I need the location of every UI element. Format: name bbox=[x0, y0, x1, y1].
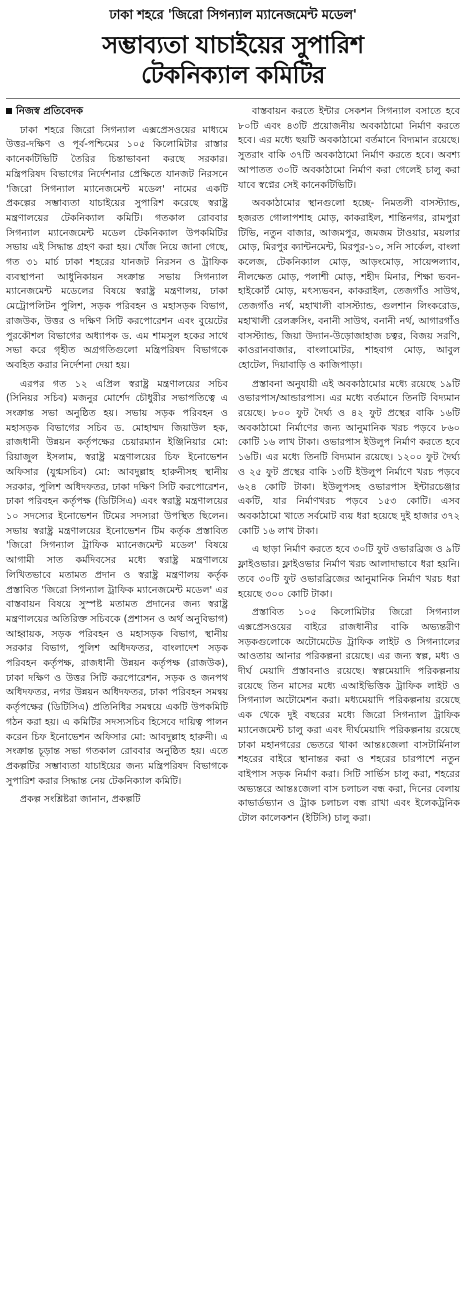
paragraph: বাস্তবায়ন করতে ইন্টার সেকশন সিগন্যাল বসাতে হবে ৮০টি এবং ৪৩টি প্রয়োজনীয় অবকাঠামো নির্মাণ করতে হবে। এর মধ্যে ছয়টি অবকাঠামো বর্তমানে বিদ্যমান রয়েছে। সুতরাং বাকি ৩৭টি অবকাঠামো নির্মাণ করতে হবে। অবশ্য আপাতত ৩০টি অবকাঠামো নির্মাণ করা গেলেই চালু করা যাবে স্বপ্নের সেই কানেকটিভিটি। bbox=[238, 106, 460, 191]
paragraph: প্রস্তাবনা অনুযায়ী এই অবকাঠামোর মধ্যে রয়েছে ১৯টি ওভারপাস/আন্ডারপাস। এর মধ্যে বর্তমানে তিনটি বিদ্যমান রয়েছে। ৮০০ ফুট দৈর্ঘ্য ও ৪২ ফুট প্রস্থের বাকি ১৬টি অবকাঠামো নির্মাণের জন্য আনুমানিক খরচ পড়বে ৮৬০ কোটি ১৬ লাখ টাকা। ওভারপাস ইউলুপ নির্মাণ করতে হবে ১৬টি। এর মধ্যে তিনটি বিদ্যমান রয়েছে। ১২০০ ফুট দৈর্ঘ্য ও ২৫ ফুট প্রস্থের বাকি ১৩টি ইউলুপ নির্মাণে খরচ পড়বে ৬২৪ কোটি টাকা। ইউলুপসহ ওভারপাস ইন্টারচেঞ্জার একটি, যার নির্মাণখরচ পড়বে ১৫৩ কোটি। এসব অবকাঠামো খাতে সর্বমোট ব্যয় ধরা হয়েছে দুই হাজার ৩৭২ কোটি ১৬ লাখ টাকা। bbox=[238, 378, 460, 537]
paragraph: এরপর গত ১২ এপ্রিল স্বরাষ্ট্র মন্ত্রণালয়ের সচিব (সিনিয়র সচিব) মজনুর মোর্শেদ চৌধুরীর সভাপতিত্বে এ সংক্রান্ত সভা অনুষ্ঠিত হয়। সভায় সড়ক পরিবহন ও মহাসড়ক বিভাগের সচিব ড. মোহাম্মদ জিয়াউল হক, রাজধানী উন্নয়ন কর্তৃপক্ষের চেয়ারম্যান ইঞ্জিনিয়ার মো: রিয়াজুল ইসলাম, স্বরাষ্ট্র মন্ত্রণালয়ের চিফ ইনোভেশন অফিসার (যুগ্মসচিব) মো: আবদুল্লাহ হারুনীসহ স্থানীয় সরকার, পুলিশ অধিদফতর, ঢাকা দক্ষিণ সিটি করপোরেশন, ঢাকা পরিবহন কর্তৃপক্ষ (ডিটিসিএ) এবং স্বরাষ্ট্র মন্ত্রণালয়ের ১০ সদস্যের ইনোভেশন টিমের সদস্যরা উপস্থিত ছিলেন। সভায় স্বরাষ্ট্র মন্ত্রণালয়ের ইনোভেশন টিম কর্তৃক প্রস্তাবিত 'জিরো সিগন্যাল ট্রাফিক ম্যানেজমেন্ট মডেল' বিষয়ে আগামী সাত কর্মদিবসের মধ্যে স্বরাষ্ট্র মন্ত্রণালয়ে লিখিতভাবে মতামত প্রদান ও স্বরাষ্ট্র মন্ত্রণালয় কর্তৃক প্রস্তাবিত 'জিরো সিগন্যাল ট্রাফিক ম্যানেজমেন্ট মডেল' এর বাস্তবায়ন বিষয়ে সুস্পষ্ট মতামত প্রদানের জন্য স্বরাষ্ট্র মন্ত্রণালয়ের অতিরিক্ত সচিবকে (প্রশাসন ও অর্থ অনুবিভাগ) আহ্বায়ক, সড়ক পরিবহন ও মহাসড়ক বিভাগ, স্থানীয় সরকার বিভাগ, পুলিশ অধিদফতর, বাংলাদেশ সড়ক পরিবহন কর্তৃপক্ষ, রাজধানী উন্নয়ন কর্তৃপক্ষ (রাজউক), ঢাকা দক্ষিণ ও উত্তর সিটি করপোরেশন, সড়ক ও জনপথ অধিদফতর, নগর উন্নয়ন অধিদফতর, ঢাকা পরিবহন সমন্বয় কর্তৃপক্ষের (ডিটিসিএ) প্রতিনিধির সমন্বয়ে একটি উপকমিটি গঠন করা হয়। এ কমিটির সদস্যসচিব হিসেবে দায়িত্ব পালন করেন চিফ ইনোভেশন অফিসার মো: আবদুল্লাহ হারুনী। এ সংক্রান্ত চূড়ান্ত সভা গতকাল রোববার অনুষ্ঠিত হয়। এতে প্রকল্পটির সম্ভাব্যতা যাচাইয়ের জন্য মন্ত্রিপরিষদ বিভাগকে সুপারিশ করার সিদ্ধান্ত নেয় টেকনিক্যাল কমিটি। bbox=[6, 378, 228, 787]
kicker-line: ঢাকা শহরে 'জিরো সিগন্যাল ম্যানেজমেন্ট মডেল' bbox=[109, 8, 357, 23]
byline bbox=[6, 105, 228, 120]
article-body bbox=[6, 105, 460, 831]
byline-text: নিজস্ব প্রতিবেদক bbox=[16, 106, 84, 117]
headline-divider bbox=[6, 98, 460, 99]
paragraph: প্রস্তাবিত ১০৫ কিলোমিটার জিরো সিগন্যাল এক্সপ্রেসওয়ের বাইরে রাজধানীর বাকি অভ্যন্তরীণ সড়কগুলোকে অটোমেটেড ট্রাফিক লাইট ও সিগন্যালের আওতায় আনার পরিকল্পনা রয়েছে। এর জন্য স্বল্প, মধ্য ও দীর্ঘ মেয়াদি প্রস্তাবনাও রয়েছে। স্বল্পমেয়াদি পরিকল্পনায় রয়েছে তিন মাসের মধ্যে এআইভিত্তিক ট্রাফিক লাইট ও সিগন্যাল অটোমেশন করা। মধ্যমেয়াদি পরিকল্পনায় রয়েছে এক থেকে দুই বছরের মধ্যে জিরো সিগন্যাল ট্রাফিক ম্যানেজমেন্ট চালু করা এবং দীর্ঘমেয়াদি পরিকল্পনায় রয়েছে ঢাকা মহানগরের ভেতরে থাকা আন্তঃজেলা বাসটার্মিনাল শহরের বাইরে স্থানান্তর করা ও শহরের চারপাশে নতুন বাইপাস সড়ক নির্মাণ করা। সিটি সার্ভিস চালু করা, শহরের অভ্যন্তরে আন্তঃজেলা বাস চলাচল বন্ধ করা, দিনের বেলায় কাভার্ডভ্যান ও ট্রাক চলাচল বন্ধ রাখা এবং ইলেকট্রনিক টোল কালেকশন (ইটিসি) চালু করা। bbox=[238, 607, 460, 825]
left-column bbox=[6, 105, 228, 831]
paragraph: ঢাকা শহরে জিরো সিগন্যাল এক্সপ্রেসওয়ের মাধ্যমে উত্তর-দক্ষিণ ও পূর্ব-পশ্চিমের ১০৫ কিলোমিটার রাস্তার কানেকটিভিটি তৈরির চিন্তাভাবনা করছে সরকার। মন্ত্রিপরিষদ বিভাগের নির্দেশনার প্রেক্ষিতে যানজট নিরসনে 'জিরো সিগন্যাল ম্যানেজমেন্ট মডেল' নামের একটি প্রকল্পের সম্ভাব্যতা যাচাইয়ের সুপারিশ করেছে স্বরাষ্ট্র মন্ত্রণালয়ের টেকনিক্যাল কমিটি। গতকাল রোববার সিগন্যাল ম্যানেজমেন্ট মডেল টেকনিক্যাল উপকমিটির সভায় এই সিদ্ধান্ত গ্রহণ করা হয়। খোঁজ নিয়ে জানা গেছে, গত ৩১ মার্চ ঢাকা শহরের যানজট নিরসন ও ট্রাফিক ব্যবস্থাপনা আধুনিকায়ন সংক্রান্ত সভায় সিগন্যাল ম্যানেজমেন্ট মডেলের বিষয়ে স্বরাষ্ট্র মন্ত্রণালয়, ঢাকা মেট্রোপলিটন পুলিশ, সড়ক পরিবহন ও মহাসড়ক বিভাগ, রাজউক, উত্তর ও দক্ষিণ সিটি করপোরেশন এবং বুয়েটের পুরকৌশল বিভাগের অধ্যাপক ড. এম শামসুল হকের সাথে সভা করে গৃহীত অগ্রগতিগুলো মন্ত্রিপরিষদ বিভাগকে অবহিত করার নির্দেশনা দেয়া হয়। bbox=[6, 124, 228, 371]
right-column bbox=[238, 105, 460, 831]
paragraph: অবকাঠামোর স্থানগুলো হচ্ছে- নিমতলী বাসস্ট্যান্ড, হজরত গোলাপশাহ মোড়, কাকরাইল, শান্তিনগর, রামপুরা টিভি, নতুন বাজার, আজমপুর, জমজম টাওয়ার, ময়লার মোড়, মিরপুর ক্যান্টনমেন্ট, মিরপুর-১০, সনি সার্কেল, বাংলা কলেজ, টেকনিক্যাল মোড়, আড়ংমোড়, সায়েন্সল্যাব, নীলক্ষেত মোড়, পলাশী মোড়, শহীদ মিনার, শিক্ষা ভবন-হাইকোর্ট মোড়, মৎস্যভবন, কাকরাইল, তেজগাঁও সাউথ, তেজগাঁও নর্থ, মহাখালী বাসস্ট্যান্ড, গুলশান লিংকরোড, মহাখালী রেলক্রসিং, বনানী সাউথ, বনানী নর্থ, আগারগাঁও বাসস্ট্যান্ড, জিয়া উদ্যান-উড়োজাহাজ চত্বর, বিজয় সরণি, কাওরানবাজার, বাংলামোটর, শাহবাগ মোড়, আবুল হোটেল, দিয়াবাড়ি ও কাজিপাড়া। bbox=[238, 198, 460, 371]
headline-line-2: টেকনিক্যাল কমিটির bbox=[141, 61, 325, 89]
paragraph: প্রকল্প সংশ্লিষ্টরা জানান, প্রকল্পটি bbox=[20, 794, 141, 806]
headline-line-1: সম্ভাব্যতা যাচাইয়ের সুপারিশ bbox=[102, 31, 364, 59]
paragraph: এ ছাড়া নির্মাণ করতে হবে ৩০টি ফুট ওভারব্রিজ ও ৯টি ফ্লাইওভার। ফ্লাইওভার নির্মাণ খরচ আলাদাভাবে ধরা হয়নি। তবে ৩০টি ফুট ওভারব্রিজের আনুমানিক নির্মাণ খরচ ধরা হয়েছে ৩০০ কোটি টাকা। bbox=[238, 544, 460, 600]
square-bullet-icon bbox=[6, 108, 12, 114]
